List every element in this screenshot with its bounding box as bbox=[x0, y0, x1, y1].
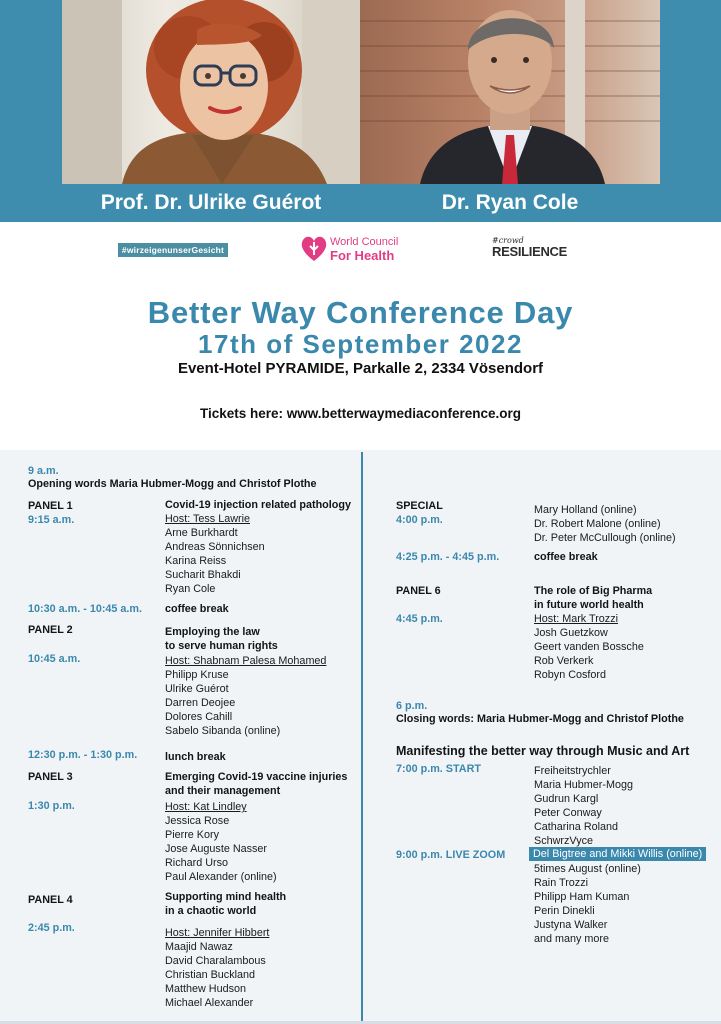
panel3-speakers bbox=[165, 814, 277, 884]
panel1-title: Covid-19 injection related pathology bbox=[165, 499, 351, 511]
performer: SchwrzVyce bbox=[534, 835, 593, 847]
speaker: Ryan Cole bbox=[165, 583, 216, 595]
speaker: Josh Guetzkow bbox=[534, 627, 608, 639]
performer: 5times August (online) bbox=[534, 863, 641, 875]
panel6-host: Host: Mark Trozzi bbox=[534, 613, 618, 625]
speaker: Maajid Nawaz bbox=[165, 941, 233, 953]
cr-line2: RESILIENCE bbox=[492, 244, 568, 259]
speaker: Dr. Robert Malone (online) bbox=[534, 518, 661, 530]
performer: and many more bbox=[534, 933, 610, 945]
speaker: David Charalambous bbox=[165, 955, 266, 967]
panel4-title1: Supporting mind health bbox=[165, 891, 287, 903]
speaker: Geert vanden Bossche bbox=[534, 641, 644, 653]
wch-line1: World Council bbox=[330, 236, 399, 248]
cr-line1: #crowd bbox=[492, 236, 524, 245]
opening-text: Opening words Maria Hubmer-Mogg and Christof Plothe bbox=[28, 478, 317, 490]
speaker: Richard Urso bbox=[165, 857, 228, 869]
performer: Philipp Ham Kuman bbox=[534, 891, 630, 903]
panel4-time: 2:45 p.m. bbox=[28, 922, 75, 934]
performer: Gudrun Kargl bbox=[534, 793, 599, 805]
speaker: Dolores Cahill bbox=[165, 711, 233, 723]
speaker: Sabelo Sibanda (online) bbox=[165, 725, 281, 737]
speaker-name-right: Dr. Ryan Cole bbox=[441, 191, 579, 214]
speaker: Andreas Sönnichsen bbox=[165, 541, 265, 553]
right-break-time: 4:25 p.m. - 4:45 p.m. bbox=[396, 551, 500, 563]
conference-venue: Event-Hotel PYRAMIDE, Parkalle 2, 2334 Vösendorf bbox=[177, 360, 544, 377]
music-title: Manifesting the better way through Music and Art bbox=[396, 744, 690, 758]
speaker: Dr. Peter McCullough (online) bbox=[534, 532, 676, 544]
opening-time: 9 a.m. bbox=[28, 465, 59, 477]
panel2-host: Host: Shabnam Palesa Mohamed bbox=[165, 655, 327, 667]
performer: Freiheitstrychler bbox=[534, 765, 611, 777]
panel4-host: Host: Jennifer Hibbert bbox=[165, 927, 270, 939]
panel2-time: 10:45 a.m. bbox=[28, 653, 81, 665]
portrait-man bbox=[360, 0, 660, 184]
performer: Peter Conway bbox=[534, 807, 602, 819]
panel1-label: PANEL 1 bbox=[28, 500, 73, 512]
panel6-time: 4:45 p.m. bbox=[396, 613, 443, 625]
speaker: Rob Verkerk bbox=[534, 655, 594, 667]
speaker: Arne Burkhardt bbox=[165, 527, 238, 539]
logo-wirzeigenunsergesicht: #wirzeigenunserGesicht bbox=[118, 243, 228, 257]
conference-title: Better Way Conference Day bbox=[147, 295, 574, 330]
right-break-text: coffee break bbox=[534, 551, 598, 563]
panel1-host: Host: Tess Lawrie bbox=[165, 513, 251, 525]
panel4-speakers bbox=[165, 940, 266, 1010]
speaker: Darren Deojee bbox=[165, 697, 236, 709]
special-time: 4:00 p.m. bbox=[396, 514, 443, 526]
closing-time: 6 p.m. bbox=[396, 700, 428, 712]
logo-world-council-for-health bbox=[300, 233, 420, 265]
panel3-label: PANEL 3 bbox=[28, 771, 73, 783]
performer: Justyna Walker bbox=[534, 919, 608, 931]
panel3-time: 1:30 p.m. bbox=[28, 800, 75, 812]
tickets-link[interactable]: Tickets here: www.betterwaymediaconference.org bbox=[199, 406, 522, 421]
panel1-time: 9:15 a.m. bbox=[28, 514, 75, 526]
portrait-woman bbox=[62, 0, 360, 184]
speaker: Christian Buckland bbox=[165, 969, 256, 981]
speaker-name-left: Prof. Dr. Ulrike Guérot bbox=[100, 191, 322, 214]
music-performers bbox=[534, 764, 633, 848]
speaker: Ulrike Guérot bbox=[165, 683, 229, 695]
live-zoom-highlight: Del Bigtree and Mikki Willis (online) bbox=[529, 847, 706, 861]
speaker: Mary Holland (online) bbox=[534, 504, 637, 516]
panel6-speakers bbox=[534, 626, 644, 682]
panel4-title2: in a chaotic world bbox=[165, 905, 257, 917]
music-more-performers bbox=[534, 862, 641, 946]
speaker-photo-right bbox=[360, 0, 660, 184]
panel3-host: Host: Kat Lindley bbox=[165, 801, 247, 813]
panel6-label: PANEL 6 bbox=[396, 585, 441, 597]
break1-text: coffee break bbox=[165, 603, 229, 615]
speaker: Philipp Kruse bbox=[165, 669, 229, 681]
performer: Maria Hubmer-Mogg bbox=[534, 779, 634, 791]
music-start-time: 7:00 p.m. START bbox=[396, 763, 481, 775]
break2-time: 12:30 p.m. - 1:30 p.m. bbox=[28, 749, 138, 761]
speaker: Paul Alexander (online) bbox=[165, 871, 277, 883]
performer: Rain Trozzi bbox=[534, 877, 589, 889]
panel1-speakers bbox=[165, 526, 265, 596]
speaker: Michael Alexander bbox=[165, 997, 254, 1009]
break2-text: lunch break bbox=[165, 751, 226, 763]
special-speakers bbox=[534, 503, 676, 545]
speaker: Robyn Cosford bbox=[534, 669, 607, 681]
break1-time: 10:30 a.m. - 10:45 a.m. bbox=[28, 603, 143, 615]
performer: Catharina Roland bbox=[534, 821, 619, 833]
panel3-title1: Emerging Covid-19 vaccine injuries bbox=[165, 771, 348, 783]
panel2-speakers bbox=[165, 668, 280, 738]
column-divider bbox=[361, 452, 363, 1024]
panel2-label: PANEL 2 bbox=[28, 624, 73, 636]
panel6-title1: The role of Big Pharma bbox=[534, 585, 653, 597]
speaker: Sucharit Bhakdi bbox=[165, 569, 241, 581]
panel2-title1: Employing the law bbox=[165, 626, 260, 638]
panel6-title2: in future world health bbox=[534, 599, 644, 611]
logo-crowd-resilience bbox=[492, 236, 572, 266]
conference-date: 17th of September 2022 bbox=[198, 329, 523, 359]
wch-line2: For Health bbox=[330, 248, 395, 263]
special-label: SPECIAL bbox=[396, 500, 443, 512]
speaker: Karina Reiss bbox=[165, 555, 227, 567]
speaker: Jose Auguste Nasser bbox=[165, 843, 268, 855]
panel2-title2: to serve human rights bbox=[165, 640, 278, 652]
closing-text: Closing words: Maria Hubmer-Mogg and Christof Plothe bbox=[396, 713, 684, 725]
speaker: Pierre Kory bbox=[165, 829, 220, 841]
speaker: Matthew Hudson bbox=[165, 983, 247, 995]
panel3-title2: and their management bbox=[165, 785, 281, 797]
speaker-photo-left bbox=[62, 0, 360, 184]
live-zoom-time: 9:00 p.m. LIVE ZOOM bbox=[396, 849, 506, 861]
panel4-label: PANEL 4 bbox=[28, 894, 73, 906]
heart-icon bbox=[300, 233, 328, 263]
performer: Perin Dinekli bbox=[534, 905, 595, 917]
speaker: Jessica Rose bbox=[165, 815, 230, 827]
